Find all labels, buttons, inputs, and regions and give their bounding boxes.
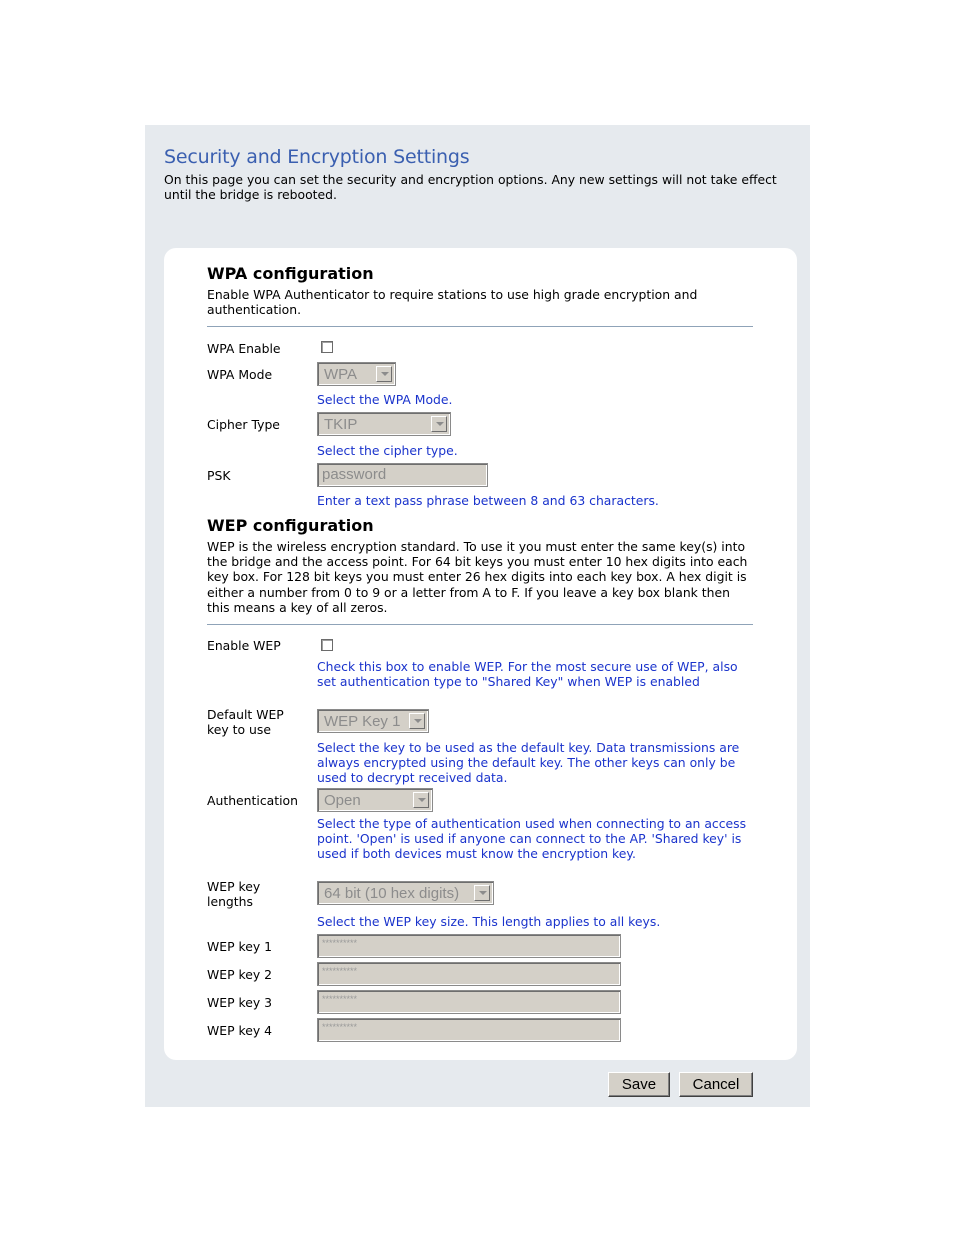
wep-key-lengths-select[interactable] (317, 881, 494, 905)
wpa-enable-checkbox[interactable] (321, 341, 333, 353)
default-wep-key-hint: Select the key to be used as the default key. Data transmissions are always encrypted using the default key. The other keys can only be used to decrypt received data. (317, 740, 740, 786)
page-title: Security and Encryption Settings (164, 146, 470, 168)
wep-key-3-label: WEP key 3 (207, 995, 273, 1010)
wpa-mode-select[interactable] (317, 362, 396, 386)
wep-key-lengths-value: 64 bit (10 hex digits) (324, 885, 460, 902)
authentication-value: Open (324, 792, 361, 809)
wep-key-lengths-hint: Select the WEP key size. This length applies to all keys. (317, 914, 661, 929)
wep-key-2-label: WEP key 2 (207, 967, 273, 982)
wep-divider (207, 624, 753, 625)
cipher-type-hint: Select the cipher type. (317, 443, 458, 458)
psk-hint: Enter a text pass phrase between 8 and 63 characters. (317, 493, 659, 508)
wep-key-4-label: WEP key 4 (207, 1023, 273, 1038)
psk-input[interactable]: password (317, 463, 488, 487)
wep-key-2-input[interactable]: ********** (317, 962, 621, 986)
wep-key-1-input[interactable]: ********** (317, 934, 621, 958)
cipher-type-select[interactable] (317, 412, 451, 436)
wpa-mode-label: WPA Mode (207, 367, 273, 382)
chevron-down-icon (431, 416, 447, 432)
wpa-section-description: Enable WPA Authenticator to require stations to use high grade encryption and authentication. (207, 287, 698, 318)
page-intro: On this page you can set the security and encryption options. Any new settings will not take effect until the bridge is rebooted. (164, 172, 777, 202)
enable-wep-hint: Check this box to enable WEP. For the most secure use of WEP, also set authentication type to "Shared Key" when WEP is enabled (317, 659, 738, 690)
wpa-mode-hint: Select the WPA Mode. (317, 392, 453, 407)
chevron-down-icon (409, 713, 425, 729)
enable-wep-checkbox[interactable] (321, 639, 333, 651)
chevron-down-icon (376, 366, 392, 382)
chevron-down-icon (413, 792, 429, 808)
wep-section-title: WEP configuration (207, 516, 374, 535)
wep-key-3-input[interactable]: ********** (317, 990, 621, 1014)
cancel-button[interactable]: Cancel (679, 1072, 753, 1097)
cipher-type-value: TKIP (324, 416, 358, 433)
wpa-divider (207, 326, 753, 327)
wpa-section-title: WPA configuration (207, 264, 374, 283)
wep-key-lengths-label: WEP key lengths (207, 879, 261, 910)
wep-section-description: WEP is the wireless encryption standard. To use it you must enter the same key(s) into the bridge and the access point. For 64 bit keys you must enter 10 hex digits into each key box. For 128 bit keys you must enter 26 hex digits into each key box. A hex digit is either a number from 0 to 9 or a letter from A to F. If you leave a key box blank then this means a key of all zeros. (207, 539, 748, 615)
save-button[interactable]: Save (608, 1072, 670, 1097)
authentication-label: Authentication (207, 793, 298, 808)
cipher-type-label: Cipher Type (207, 417, 280, 432)
wpa-mode-value: WPA (324, 366, 358, 383)
authentication-select[interactable] (317, 788, 433, 812)
enable-wep-label: Enable WEP (207, 638, 281, 653)
wep-key-4-input[interactable]: ********** (317, 1018, 621, 1042)
default-wep-key-label: Default WEP key to use (207, 707, 284, 738)
default-wep-key-value: WEP Key 1 (324, 713, 401, 730)
authentication-hint: Select the type of authentication used when connecting to an access point. 'Open' is used if anyone can connect to the AP. 'Shared key' is used if both devices must know the encryption key. (317, 816, 747, 862)
wep-key-1-label: WEP key 1 (207, 939, 273, 954)
chevron-down-icon (474, 885, 490, 901)
default-wep-key-select[interactable] (317, 709, 429, 733)
psk-label: PSK (207, 468, 231, 483)
wpa-enable-label: WPA Enable (207, 341, 281, 356)
